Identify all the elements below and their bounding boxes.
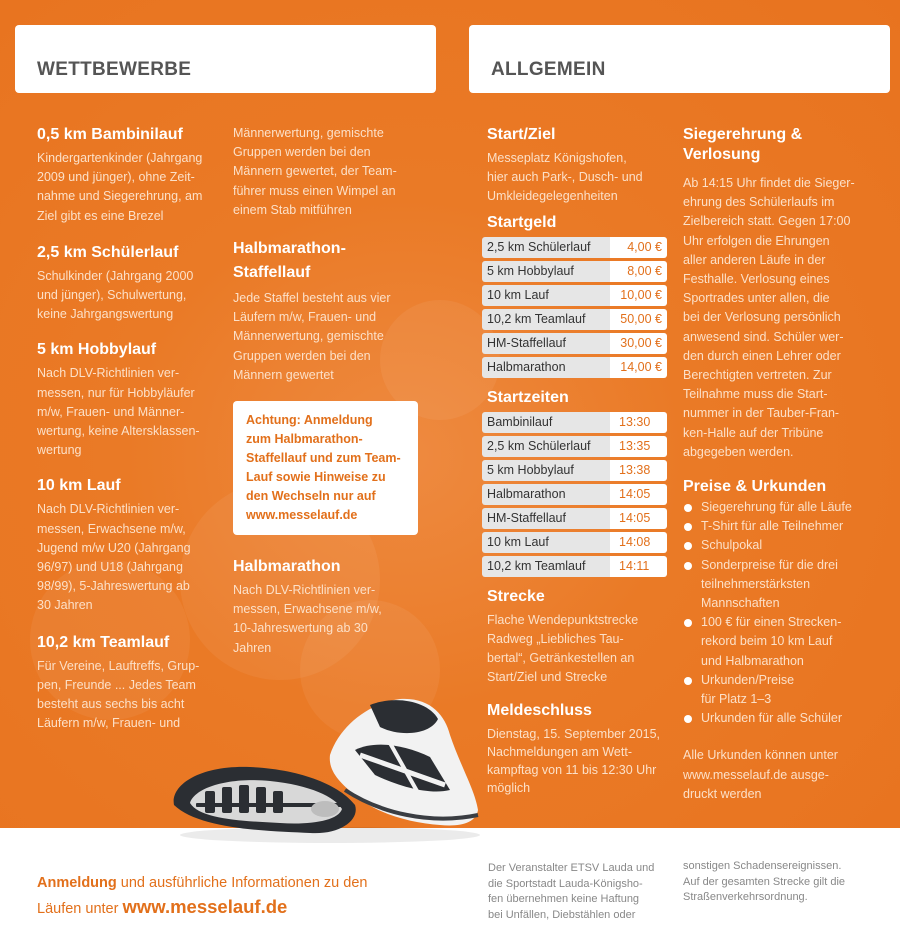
table-value: 14,00 €: [610, 357, 667, 378]
text-line: für Platz 1–3: [701, 692, 772, 707]
bullet-icon: [684, 562, 692, 570]
shoe-sole: [174, 767, 356, 833]
bullet-icon: [684, 523, 692, 531]
text-line: Staffellauf und zum Team-: [246, 451, 401, 466]
startzeiten-title: Startzeiten: [487, 388, 569, 406]
text-line: Dienstag, 15. September 2015,: [487, 727, 661, 742]
text-line: Siegerehrung &: [683, 126, 803, 143]
text-line: Start/Ziel und Strecke: [487, 670, 608, 685]
text-line: Nach DLV-Richtlinien ver-: [233, 583, 376, 598]
competition-title: 2,5 km Schülerlauf: [37, 243, 179, 261]
table-label: 10,2 km Teamlauf: [482, 309, 610, 330]
strecke-body: [487, 611, 667, 688]
text-line: Achtung: Anmeldung: [246, 413, 373, 428]
text-line: ehrung des Schülerlaufs im: [683, 195, 835, 210]
text-line: Nachmeldungen am Wett-: [487, 745, 632, 760]
competition-title: 10 km Lauf: [37, 477, 121, 495]
allgemein-column-1: [482, 125, 667, 813]
table-label: 5 km Hobbylauf: [482, 460, 610, 481]
text-line: Schulkinder (Jahrgang 2000: [37, 268, 194, 283]
disclaimer-column-1: [488, 861, 668, 923]
text-line: Gruppen werden bei den: [233, 145, 371, 160]
allgemein-column-2: [683, 125, 883, 820]
prize-item: [683, 498, 883, 517]
prize-item: [683, 671, 883, 709]
text-line: besteht aus sechs bis acht: [37, 697, 185, 712]
competition-body: [37, 267, 227, 325]
table-value: 10,00 €: [610, 285, 667, 306]
website-link[interactable]: www.messelauf.de: [122, 896, 288, 917]
table-row: [482, 412, 667, 433]
bullet-icon: [684, 504, 692, 512]
text-line: 30 Jahren: [37, 598, 93, 613]
text-line: aller anderen Läufe in der: [683, 252, 826, 267]
text-line: keine Jahrgangswertung: [37, 307, 174, 322]
text-line: Messeplatz Königshofen,: [487, 151, 627, 165]
table-label: Bambinilauf: [482, 412, 610, 433]
text-line: möglich: [487, 781, 531, 796]
table-row: [482, 460, 667, 481]
text-line: Nach DLV-Richtlinien ver-: [37, 366, 180, 381]
table-row: [482, 532, 667, 553]
text-line: bertal“, Getränkestellen an: [487, 651, 635, 666]
text-line: führer muss einen Wimpel an: [233, 183, 396, 198]
table-row: [482, 484, 667, 505]
text-line: Männerwertung, gemischte: [233, 126, 384, 140]
text-line: Sportrades unter allen, die: [683, 291, 830, 306]
text-line: Sonderpreise für die drei: [701, 557, 838, 572]
start-ziel-body: [487, 149, 667, 207]
text-line: Teilnahme muss die Start-: [683, 387, 828, 402]
prize-item: [683, 517, 883, 536]
text-line: 98/99), 5-Jahreswertung ab: [37, 579, 190, 594]
bullet-icon: [684, 542, 692, 550]
table-label: 2,5 km Schülerlauf: [482, 237, 610, 258]
text-line: teilnehmerstärksten: [701, 576, 811, 591]
table-row: [482, 556, 667, 577]
text-line: hier auch Park-, Dusch- und: [487, 170, 643, 185]
competition-body: [37, 500, 227, 615]
text-line: sonstigen Schadensereignissen.: [683, 860, 842, 872]
text-line: Straßenverkehrsordnung.: [683, 891, 808, 903]
table-row: [482, 237, 667, 258]
meldeschluss-body: [487, 725, 667, 797]
text-line: Läufern m/w, Frauen- und: [37, 716, 181, 731]
table-label: HM-Staffellauf: [482, 508, 610, 529]
text-line: Zielbereich statt. Gegen 17:00: [683, 214, 851, 229]
competition-title: 10,2 km Teamlauf: [37, 633, 170, 651]
table-label: 10 km Lauf: [482, 532, 610, 553]
text-line: pen, Freunde ... Jedes Team: [37, 677, 196, 692]
text-line: Flache Wendepunktstrecke: [487, 612, 639, 627]
text-line: nummer in der Tauber-Fran-: [683, 406, 840, 421]
footer-registration: [37, 872, 367, 921]
text-line: anwesend sind. Schüler wer-: [683, 329, 844, 344]
text-line: kampftag von 11 bis 12:30 Uhr: [487, 763, 657, 778]
competition-title: 5 km Hobbylauf: [37, 341, 157, 359]
text-line: die Sportstadt Lauda-Königsho-: [488, 877, 643, 890]
text-line: Halbmarathon-: [233, 240, 346, 258]
text-line: Festhalle. Verlosung eines: [683, 272, 830, 287]
text-line: Uhr erfolgen die Ehrungen: [683, 233, 830, 248]
text-line: Männern gewertet: [233, 367, 334, 382]
halbmarathon-body: [233, 581, 418, 658]
text-line: fen übernehmen keine Haftung: [488, 893, 640, 905]
text-line: Lauf sowie Hinweise zu: [246, 470, 386, 485]
text-line: Alle Urkunden können unter: [683, 748, 838, 763]
table-value: 14:08: [610, 532, 667, 553]
text-line: nahme und Siegerehrung, am: [37, 189, 203, 204]
allgemein-header: [469, 25, 890, 93]
text-line: Für Vereine, Lauftreffs, Grup-: [37, 658, 200, 673]
text-line: 10-Jahreswertung ab 30: [233, 621, 368, 636]
wettbewerbe-column-1: [37, 125, 227, 749]
staffel-title: [233, 237, 418, 285]
prize-item: [683, 709, 883, 728]
text-line: Kindergartenkinder (Jahrgang: [37, 151, 203, 165]
table-row: [482, 261, 667, 282]
table-label: Halbmarathon: [482, 484, 610, 505]
wettbewerbe-title: WETTBEWERBE: [37, 59, 192, 80]
text-line: Auf der gesamten Strecke gilt die: [683, 875, 846, 888]
text-line: den durch einen Lehrer oder: [683, 348, 841, 363]
bullet-icon: [684, 715, 692, 723]
text-line: und jünger), Schulwertung,: [37, 288, 187, 303]
allgemein-title: ALLGEMEIN: [491, 59, 606, 80]
footer-text-1: und ausführliche Informationen zu den: [116, 875, 368, 891]
table-label: Halbmarathon: [482, 357, 610, 378]
table-row: [482, 436, 667, 457]
text-line: messen, Erwachsene m/w,: [37, 521, 186, 536]
urkunden-note: [683, 746, 883, 804]
text-line: Mannschaften: [701, 596, 780, 611]
table-value: 14:05: [610, 508, 667, 529]
bullet-icon: [684, 619, 692, 627]
text-line: Urkunden für alle Schüler: [701, 711, 843, 726]
startzeiten-table: [482, 412, 667, 577]
text-line: T-Shirt für alle Teilnehmer: [701, 519, 844, 534]
text-line: ken-Halle auf der Tribüne: [683, 425, 824, 440]
text-line: Berechtigten vertreten. Zur: [683, 368, 832, 383]
text-line: Urkunden/Preise: [701, 672, 795, 687]
competition-title: 0,5 km Bambinilauf: [37, 126, 183, 143]
text-line: Umkleidegelegenheiten: [487, 189, 618, 204]
anmeldung-label: Anmeldung: [37, 875, 117, 891]
text-line: rekord beim 10 km Lauf: [701, 634, 833, 649]
text-line: messen, nur für Hobbyläufer: [37, 385, 195, 400]
running-shoes-image: [160, 695, 480, 845]
text-line: druckt werden: [683, 786, 762, 801]
startgeld-table: [482, 237, 667, 378]
table-row: [482, 309, 667, 330]
teamlauf-continuation: [233, 124, 418, 220]
table-row: [482, 333, 667, 354]
halbmarathon-title: Halbmarathon: [233, 558, 341, 576]
text-line: Ziel gibt es eine Brezel: [37, 208, 164, 223]
text-line: wertung: [37, 443, 82, 458]
table-value: 30,00 €: [610, 333, 667, 354]
table-value: 14:11: [610, 556, 667, 577]
text-line: Gruppen werden bei den: [233, 348, 371, 363]
text-line: bei der Verlosung persönlich: [683, 310, 841, 325]
wettbewerbe-header: [15, 25, 436, 93]
start-ziel-title: Start/Ziel: [487, 126, 556, 143]
text-line: Siegerehrung für alle Läufe: [701, 500, 852, 515]
strecke-title: Strecke: [487, 587, 545, 605]
text-line: abgegeben werden.: [683, 444, 794, 459]
prize-item: [683, 556, 883, 614]
prize-item: [683, 613, 883, 671]
table-value: 4,00 €: [610, 237, 667, 258]
text-line: Schulpokal: [701, 538, 763, 553]
table-value: 13:35: [610, 436, 667, 457]
text-line: Männern gewertet, der Team-: [233, 164, 397, 179]
prize-item: [683, 536, 883, 555]
text-line: Ab 14:15 Uhr findet die Sieger-: [683, 176, 855, 190]
text-line: Jugend m/w U20 (Jahrgang: [37, 540, 191, 555]
table-value: 50,00 €: [610, 309, 667, 330]
competition-body: [37, 364, 227, 460]
text-line: Nach DLV-Richtlinien ver-: [37, 502, 180, 517]
text-line: Jede Staffel besteht aus vier: [233, 291, 391, 306]
meldeschluss-title: Meldeschluss: [487, 702, 592, 720]
table-row: [482, 285, 667, 306]
text-line: bei Unfällen, Diebstählen oder: [488, 908, 636, 921]
text-line: m/w, Frauen- und Männer-: [37, 404, 185, 419]
table-value: 8,00 €: [610, 261, 667, 282]
staffel-body: [233, 289, 418, 385]
table-label: HM-Staffellauf: [482, 333, 610, 354]
text-line: Jahren: [233, 640, 272, 655]
text-line: Läufern m/w, Frauen- und: [233, 310, 377, 325]
text-line: 2009 und jünger), ohne Zeit-: [37, 170, 195, 185]
table-label: 10,2 km Teamlauf: [482, 556, 610, 577]
registration-notice: [233, 401, 418, 535]
disclaimer-column-2: [683, 859, 883, 906]
text-line: Männerwertung, gemischte: [233, 329, 384, 344]
text-line: 100 € für einen Strecken-: [701, 615, 842, 630]
table-label: 5 km Hobbylauf: [482, 261, 610, 282]
footer-text-2: Läufen unter: [37, 901, 123, 917]
text-line: und Halbmarathon: [701, 653, 804, 668]
table-value: 13:38: [610, 460, 667, 481]
wettbewerbe-column-2: [233, 124, 418, 674]
competition-body: [37, 149, 227, 226]
siegerehrung-body: [683, 174, 883, 462]
text-line: Verlosung: [683, 146, 761, 163]
preise-list: [683, 498, 883, 728]
text-line: 96/97) und U18 (Jahrgang: [37, 560, 183, 575]
text-line: messen, Erwachsene m/w,: [233, 602, 382, 617]
text-line: Staffellauf: [233, 264, 311, 282]
table-label: 2,5 km Schülerlauf: [482, 436, 610, 457]
table-value: 13:30: [610, 412, 667, 433]
siegerehrung-title: [683, 125, 883, 165]
text-line: den Wechseln nur auf: [246, 489, 376, 504]
startgeld-title: Startgeld: [487, 213, 557, 231]
bullet-icon: [684, 677, 692, 685]
text-line: www.messelauf.de: [246, 508, 358, 523]
text-line: Radweg „Liebliches Tau-: [487, 631, 624, 646]
table-value: 14:05: [610, 484, 667, 505]
text-line: www.messelauf.de ausge-: [683, 767, 829, 782]
text-line: Der Veranstalter ETSV Lauda und: [488, 862, 655, 874]
text-line: einem Stab mitführen: [233, 202, 352, 217]
text-line: wertung, keine Altersklassen-: [37, 424, 200, 439]
text-line: zum Halbmarathon-: [246, 432, 363, 447]
table-row: [482, 508, 667, 529]
preise-title: Preise & Urkunden: [683, 478, 827, 496]
table-label: 10 km Lauf: [482, 285, 610, 306]
table-row: [482, 357, 667, 378]
